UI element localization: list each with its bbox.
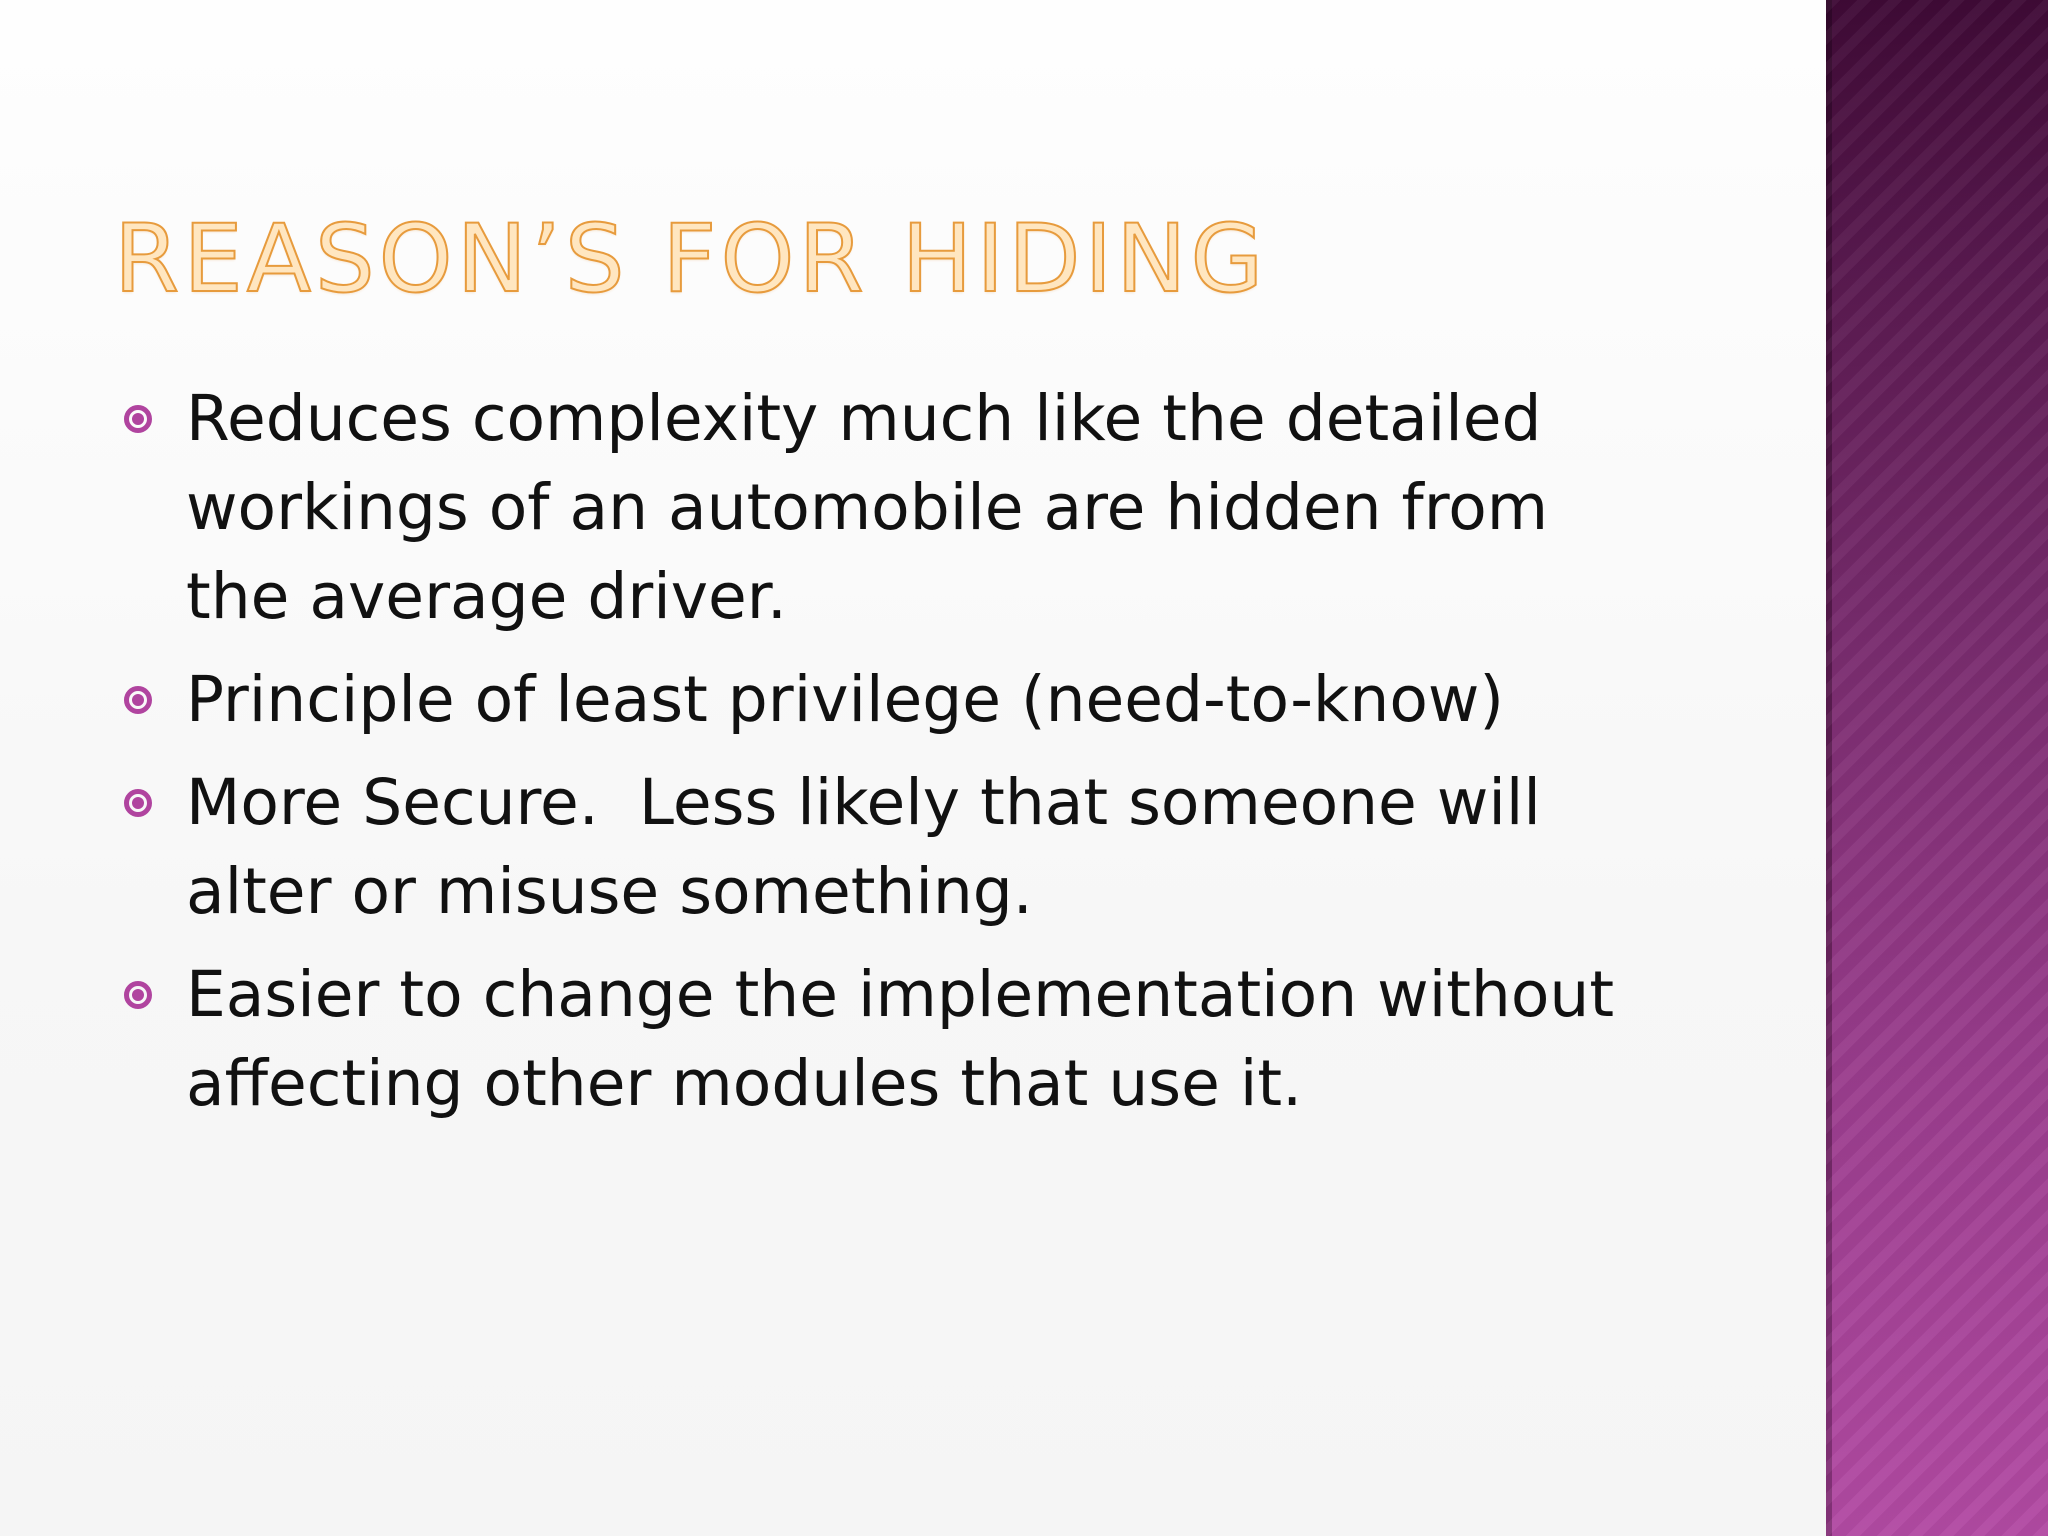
- bullet-item: [124, 950, 1724, 1128]
- bullet-line: alter or misuse something.: [186, 855, 1033, 928]
- bullet-text: [186, 950, 1724, 1128]
- bullet-line: Principle of least privilege (need-to-know): [186, 663, 1504, 736]
- bullet-text: [186, 374, 1724, 641]
- slide-title: REASON’S FOR HIDING: [114, 205, 1268, 314]
- bullet-line: Reduces complexity much like the detailed: [186, 382, 1542, 455]
- bullet-item: [124, 758, 1724, 936]
- circled-dot-icon: [124, 686, 152, 714]
- bullet-text: [186, 655, 1724, 744]
- bullet-line: workings of an automobile are hidden from: [186, 471, 1549, 544]
- bullet-text: [186, 758, 1724, 936]
- bullet-item: [124, 655, 1724, 744]
- bullet-item: [124, 374, 1724, 641]
- bullet-line: More Secure. Less likely that someone will: [186, 766, 1541, 839]
- bullet-list: [124, 374, 1724, 1142]
- circled-dot-icon: [124, 981, 152, 1009]
- circled-dot-icon: [124, 405, 152, 433]
- bullet-line: affecting other modules that use it.: [186, 1047, 1303, 1120]
- circled-dot-icon: [124, 789, 152, 817]
- bullet-line: the average driver.: [186, 560, 787, 633]
- bullet-line: Easier to change the implementation without: [186, 958, 1615, 1031]
- side-decorative-band: [1826, 0, 2048, 1536]
